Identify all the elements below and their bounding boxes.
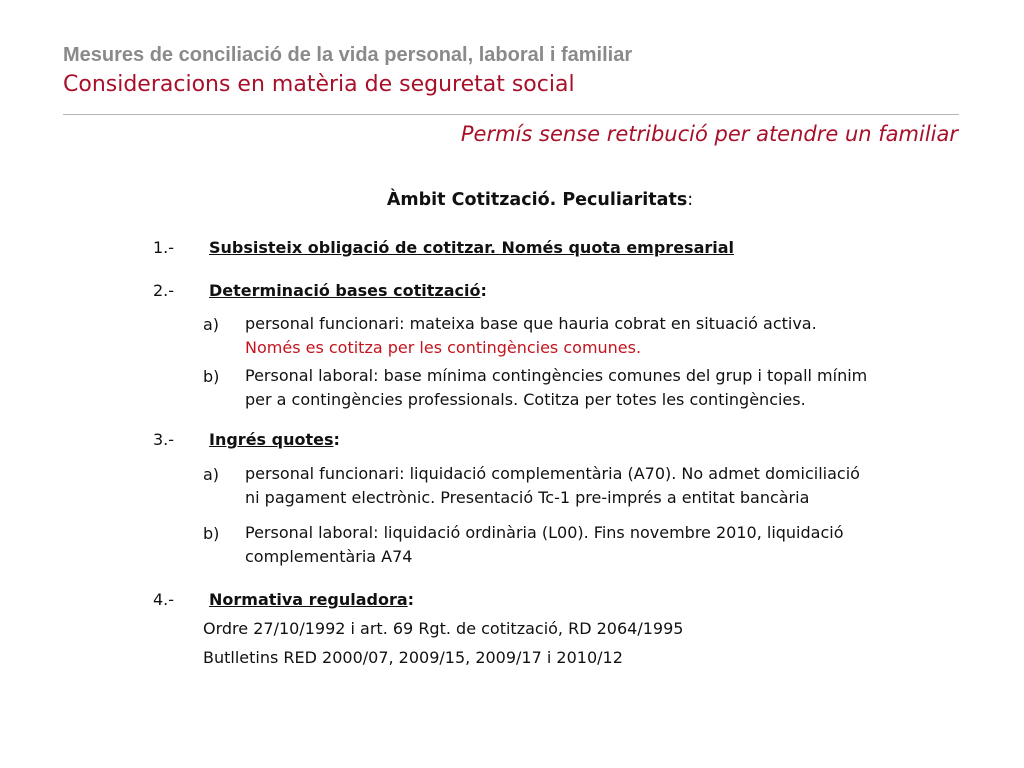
subitem-text [245,312,817,360]
subitem-line: complementària A74 [245,547,413,566]
regulation-line: Ordre 27/10/1992 i art. 69 Rgt. de cotització, RD 2064/1995 [203,619,684,638]
item-heading [209,590,414,609]
subitem-line: per a contingències professionals. Cotitza per totes les contingències. [245,390,806,409]
item-heading-text: Normativa reguladora [209,590,408,609]
item-heading-suffix: : [333,430,340,449]
subitem-letter: a) [203,315,220,334]
item-number: 1.- [153,238,175,257]
subitem-letter: b) [203,367,220,386]
item-heading [209,238,734,257]
item-heading [209,281,487,300]
subitem-letter: a) [203,465,220,484]
subitem-text [245,521,844,569]
header-divider [63,114,959,115]
item-number: 3.- [153,430,175,449]
header-title: Mesures de conciliació de la vida personal, laboral i familiar [63,44,633,66]
item-heading-suffix: : [480,281,487,300]
subitem-text [245,462,860,510]
subitem-line: Personal laboral: base mínima contingències comunes del grup i topall mínim [245,366,868,385]
item-heading-text: Determinació bases cotització [209,281,481,300]
topic-title: Permís sense retribució per atendre un familiar [460,122,958,146]
section-heading [0,190,1024,210]
item-heading-text: Ingrés quotes [209,430,334,449]
subitem-line-highlight: Només es cotitza per les contingències comunes. [245,338,642,357]
section-heading-text: Àmbit Cotització. Peculiaritats [386,190,688,210]
header-subtitle: Consideracions en matèria de seguretat social [63,72,575,97]
subitem-line: personal funcionari: liquidació complementària (A70). No admet domiciliació [245,464,860,483]
subitem-letter: b) [203,524,220,543]
item-number: 2.- [153,281,175,300]
item-heading-suffix: : [407,590,415,609]
subitem-line: Personal laboral: liquidació ordinària (L00). Fins novembre 2010, liquidació [245,523,844,542]
item-number: 4.- [153,590,175,609]
regulation-line: Butlletins RED 2000/07, 2009/15, 2009/17 i 2010/12 [203,648,623,667]
subitem-line: ni pagament electrònic. Presentació Tc-1 pre-imprés a entitat bancària [245,488,810,507]
section-heading-suffix: : [687,190,694,210]
item-heading-text: Subsisteix obligació de cotitzar. Només quota empresarial [209,238,735,257]
subitem-line: personal funcionari: mateixa base que hauria cobrat en situació activa. [245,314,817,333]
item-heading [209,430,340,449]
subitem-text [245,364,867,412]
